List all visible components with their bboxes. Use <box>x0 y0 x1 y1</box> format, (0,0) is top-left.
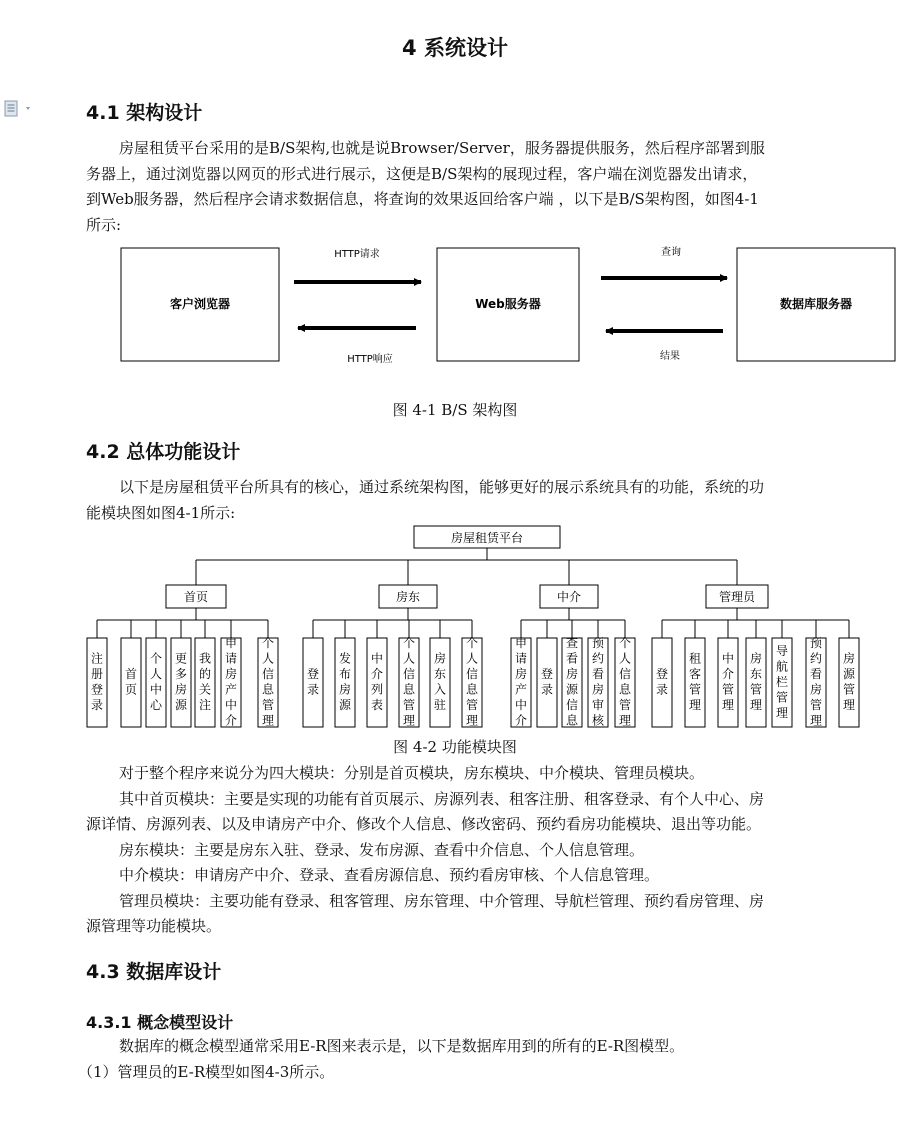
leaf-module-label-char: 请 <box>224 651 238 666</box>
section-4-3-1-paragraph <box>78 1034 866 1085</box>
leaf-module-label-char: 理 <box>402 713 416 728</box>
leaf-module-label-char: 理 <box>261 713 275 728</box>
leaf-module-label-char: 理 <box>688 698 702 712</box>
leaf-module-label-char: 息 <box>565 713 579 728</box>
leaf-module-label-char: 登 <box>655 667 669 681</box>
leaf-module-label-char: 管 <box>465 698 479 712</box>
leaf-module-label-char: 申 <box>514 636 528 650</box>
leaf-module-label-char: 关 <box>198 682 212 697</box>
leaf-module-label-char: 登 <box>540 667 554 681</box>
leaf-module-label-char: 息 <box>465 682 479 697</box>
paragraph-line: 对于整个程序来说分为四大模块：分别是首页模块，房东模块、中介模块、管理员模块。 <box>119 764 705 782</box>
paragraph-line: 房屋租赁平台采用的是B/S架构,也就是说Browser/Server，服务器提供服务，然后程序部署到服 <box>119 139 765 157</box>
bs-architecture-diagram <box>0 238 910 368</box>
leaf-module-label-char: 个 <box>465 636 479 650</box>
leaf-module-label-char: 客 <box>688 667 702 681</box>
leaf-module-label-char: 录 <box>90 698 104 712</box>
paragraph-line: 源管理等功能模块。 <box>86 917 222 935</box>
leaf-module-label-char: 房 <box>842 651 856 666</box>
leaf-module-label-char: 理 <box>842 698 856 712</box>
leaf-module-label-char: 理 <box>465 713 479 728</box>
leaf-module-label-char: 人 <box>618 651 632 666</box>
leaf-module-label-char: 信 <box>565 698 579 712</box>
section-4-3-title: 4.3 数据库设计 <box>86 961 222 983</box>
figure-4-1-caption: 图 4-1 B/S 架构图 <box>392 401 518 419</box>
leaf-module-label-char: 入 <box>433 682 447 697</box>
leaf-module-label-char: 管 <box>618 698 632 712</box>
paragraph-line: 务器上，通过浏览器以网页的形式进行展示，这便是B/S架构的展现过程，客户端在浏览器发出请求， <box>86 164 758 183</box>
database-server-label: 数据库服务器 <box>779 297 853 311</box>
chapter-title: 4 系统设计 <box>402 36 508 60</box>
leaf-module-label-char: 信 <box>261 667 275 681</box>
leaf-module-label-char: 约 <box>809 651 823 666</box>
leaf-module-label-char: 产 <box>514 682 528 697</box>
leaf-module-label-char: 东 <box>433 667 447 681</box>
section-4-2-title: 4.2 总体功能设计 <box>86 441 241 463</box>
leaf-module-label-char: 中 <box>224 698 238 712</box>
leaf-module-label-char: 管 <box>749 682 763 697</box>
leaf-module-label-char: 管 <box>402 698 416 712</box>
section-4-1-title: 4.1 架构设计 <box>86 102 203 124</box>
section-4-1-paragraph <box>86 136 866 238</box>
document-outline-icon[interactable] <box>2 100 36 118</box>
leaf-module-label-char: 个 <box>261 636 275 650</box>
group-module-label: 首页 <box>183 590 209 604</box>
paragraph-line: 源详情、房源列表、以及申请房产中介、修改个人信息、修改密码、预约看房功能模块、退出等功能。 <box>86 815 762 833</box>
leaf-module-label-char: 源 <box>174 698 188 712</box>
leaf-module-label-char: 信 <box>402 667 416 681</box>
leaf-module-label-char: 注 <box>90 651 104 666</box>
leaf-module-label-char: 发 <box>338 651 352 666</box>
leaf-module-label-char: 理 <box>749 698 763 712</box>
leaf-module-label-char: 管 <box>721 682 735 697</box>
leaf-module-label-char: 看 <box>591 667 605 681</box>
leaf-module-label-char: 表 <box>370 698 384 712</box>
leaf-module-label-char: 房 <box>174 682 188 697</box>
leaf-module-label-char: 审 <box>591 698 605 712</box>
leaf-module-label-char: 源 <box>565 682 579 697</box>
leaf-module-label-char: 人 <box>261 651 275 666</box>
leaf-module-label-char: 理 <box>775 705 789 720</box>
leaf-module-label-char: 人 <box>149 667 163 681</box>
paragraph-line: （1）管理员的E-R模型如图4-3所示。 <box>78 1062 335 1081</box>
leaf-module-label-char: 登 <box>90 682 104 697</box>
leaf-module-label-char: 录 <box>655 682 669 697</box>
leaf-module-label-char: 心 <box>149 698 163 712</box>
leaf-module-label-char: 东 <box>749 667 763 681</box>
leaf-module-label-char: 管 <box>688 682 702 697</box>
leaf-module-label-char: 人 <box>465 651 479 666</box>
leaf-module-label-char: 个 <box>402 636 416 650</box>
leaf-module-label-char: 介 <box>514 713 528 728</box>
leaf-module-label-char: 房 <box>591 682 605 697</box>
leaf-module-label-char: 源 <box>338 698 352 712</box>
leaf-module-label-char: 看 <box>809 667 823 681</box>
leaf-module-label-char: 房 <box>338 682 352 697</box>
leaf-module-label-char: 中 <box>721 651 735 666</box>
leaf-module-label-char: 介 <box>370 667 384 681</box>
leaf-module-label-char: 管 <box>842 682 856 697</box>
leaf-module-label-char: 理 <box>618 713 632 728</box>
paragraph-line: 其中首页模块：主要是实现的功能有首页展示、房源列表、租客注册、租客登录、有个人中心、房 <box>119 789 765 808</box>
figure-4-2-caption: 图 4-2 功能模块图 <box>393 738 517 756</box>
leaf-module-label-char: 中 <box>370 651 384 666</box>
leaf-module-label-char: 我 <box>198 651 212 666</box>
paragraph-line: 到Web服务器，然后程序会请求数据信息，将查询的效果返回给客户端 ，以下是B/S架构图，如图4-1 <box>86 190 759 208</box>
group-module-label: 房东 <box>395 590 421 604</box>
leaf-module-label-char: 信 <box>465 667 479 681</box>
leaf-module-label-char: 页 <box>124 682 138 697</box>
section-4-2-paragraph <box>86 475 866 526</box>
http-request-label: HTTP请求 <box>334 249 380 260</box>
function-module-diagram <box>0 520 910 735</box>
leaf-module-label-char: 首 <box>124 667 138 681</box>
leaf-module-label-char: 更 <box>174 651 188 666</box>
result-label: 结果 <box>660 351 680 362</box>
query-label: 查询 <box>661 247 681 258</box>
paragraph-line: 以下是房屋租赁平台所具有的核心，通过系统架构图，能够更好的展示系统具有的功能，系统的功 <box>119 478 765 496</box>
leaf-module-label-char: 个 <box>618 636 632 650</box>
leaf-module-label-char: 预 <box>591 636 605 650</box>
leaf-module-label-char: 申 <box>224 636 238 650</box>
group-module-label: 管理员 <box>718 590 756 604</box>
leaf-module-label-char: 核 <box>591 713 605 728</box>
leaf-module-label-char: 房 <box>565 667 579 681</box>
leaf-module-label-char: 人 <box>402 651 416 666</box>
leaf-module-label-char: 源 <box>842 667 856 681</box>
leaf-module-label-char: 房 <box>433 651 447 666</box>
leaf-module-label-char: 预 <box>809 636 823 650</box>
leaf-module-label-char: 导 <box>775 643 789 658</box>
paragraph-line: 管理员模块：主要功能有登录、租客管理、房东管理、中介管理、导航栏管理、预约看房管理、房 <box>119 891 765 910</box>
leaf-module-label-char: 个 <box>149 651 163 666</box>
paragraph-line: 房东模块：主要是房东入驻、登录、发布房源、查看中介信息、个人信息管理。 <box>119 840 645 859</box>
leaf-module-label-char: 房 <box>809 682 823 697</box>
leaf-module-label-char: 管 <box>809 698 823 712</box>
leaf-module-label-char: 理 <box>721 698 735 712</box>
leaf-module-label-char: 介 <box>721 667 735 681</box>
leaf-module-label-char: 册 <box>90 667 104 681</box>
section-4-3-1-title: 4.3.1 概念模型设计 <box>86 1013 234 1032</box>
leaf-module-label-char: 的 <box>198 667 212 681</box>
module-description <box>86 761 866 940</box>
group-module-label: 中介 <box>556 590 582 604</box>
leaf-module-label-char: 理 <box>809 713 823 728</box>
leaf-module-label-char: 中 <box>149 682 163 697</box>
leaf-module-label-char: 请 <box>514 651 528 666</box>
leaf-module-label-char: 房 <box>749 651 763 666</box>
leaf-module-label-char: 栏 <box>775 674 789 689</box>
client-browser-label: 客户浏览器 <box>169 297 231 311</box>
leaf-module-label-char: 驻 <box>433 698 447 712</box>
leaf-module-label-char: 租 <box>688 651 702 666</box>
leaf-module-label-char: 登 <box>306 667 320 681</box>
root-module-label: 房屋租赁平台 <box>450 531 524 545</box>
leaf-module-label-char: 录 <box>306 682 320 697</box>
leaf-module-label-char: 布 <box>338 667 352 681</box>
leaf-module-label-char: 注 <box>198 698 212 712</box>
leaf-module-label-char: 介 <box>224 713 238 728</box>
http-response-label: HTTP响应 <box>347 354 393 365</box>
leaf-module-label-char: 息 <box>261 682 275 697</box>
leaf-module-label-char: 中 <box>514 698 528 712</box>
leaf-module-label-char: 产 <box>224 682 238 697</box>
leaf-module-label-char: 航 <box>775 659 789 674</box>
leaf-module-label-char: 房 <box>224 667 238 681</box>
paragraph-line: 能模块图如图4-1所示: <box>86 503 236 522</box>
leaf-module-label-char: 查 <box>565 636 579 650</box>
leaf-module-label-char: 列 <box>370 682 384 697</box>
leaf-module-label-char: 约 <box>591 651 605 666</box>
paragraph-line: 所示: <box>86 215 122 234</box>
leaf-module-label-char: 房 <box>514 667 528 681</box>
web-server-label: Web服务器 <box>475 297 541 311</box>
paragraph-line: 数据库的概念模型通常采用E-R图来表示是，以下是数据库用到的所有的E-R图模型。 <box>119 1037 685 1055</box>
leaf-module-label-char: 多 <box>174 667 188 681</box>
leaf-module-label-char: 录 <box>540 682 554 697</box>
leaf-module-label-char: 息 <box>618 682 632 697</box>
leaf-module-label-char: 息 <box>402 682 416 697</box>
paragraph-line: 中介模块：申请房产中介、登录、查看房源信息、预约看房审核、个人信息管理。 <box>119 866 660 884</box>
leaf-module-label-char: 管 <box>775 690 789 705</box>
leaf-module-label-char: 看 <box>565 651 579 666</box>
leaf-module-label-char: 信 <box>618 667 632 681</box>
leaf-module-label-char: 管 <box>261 698 275 712</box>
